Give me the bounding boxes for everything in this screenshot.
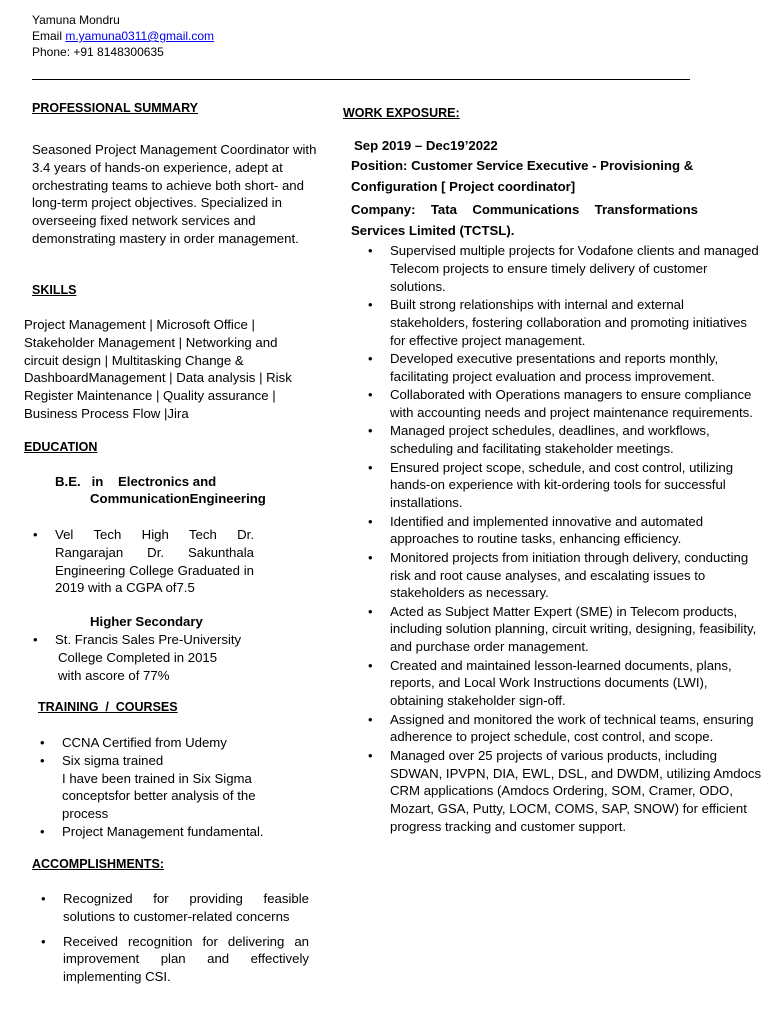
- list-item: • Six sigma trained: [62, 752, 287, 770]
- degree-list: [55, 526, 254, 597]
- list-item: • Collaborated with Operations managers to ensure compliance with accounting needs and project maintenance requirements.: [390, 386, 762, 422]
- training-title: TRAINING / COURSES: [38, 700, 178, 714]
- list-item: • Acted as Subject Matter Expert (SME) in Telecom products, including solution planning, circuit writing, designing, feasibility, and purchase order management.: [390, 603, 762, 656]
- skills-text: Project Management | Microsoft Office | Stakeholder Management | Networking and circuit design | Multitasking Change & DashboardManagement | Data analysis | Risk Register Maintenance | Quality assurance | Business Process Flow |Jira: [24, 317, 292, 421]
- list-item: • Developed executive presentations and reports monthly, facilitating project evaluation and process improvement.: [390, 350, 762, 386]
- list-item: • CCNA Certified from Udemy: [62, 734, 287, 752]
- work-position: Position: Customer Service Executive - Provisioning & Configuration [ Project coordinator]: [351, 158, 694, 194]
- summary-title: PROFESSIONAL SUMMARY: [32, 101, 198, 115]
- work-title: WORK EXPOSURE:: [343, 106, 460, 120]
- email-link[interactable]: m.yamuna0311@gmail.com: [65, 29, 215, 43]
- list-item: • Built strong relationships with internal and external stakeholders, fostering collaboration and promoting initiatives for effective project management.: [390, 296, 762, 349]
- secondary-line-2: College Completed in 2015: [58, 649, 218, 665]
- contact-header: [32, 12, 214, 60]
- email-line: [32, 28, 214, 44]
- list-item: • Assigned and monitored the work of technical teams, ensuring adherence to project schedule, cost control, and scope.: [390, 711, 762, 747]
- summary-text: Seasoned Project Management Coordinator with 3.4 years of hands-on experience, adept at orchestrating teams to achieve both short- and long-term project objectives. Specialized in overseeing fixed network services and demonstrating mastery in order management.: [32, 142, 317, 246]
- training-list: [62, 734, 287, 841]
- email-label: Email: [32, 29, 66, 43]
- work-company: Company: Tata Communications Transformations Services Limited (TCTSL).: [351, 202, 698, 238]
- secondary-line-1: • St. Francis Sales Pre-University: [55, 632, 242, 647]
- list-item: • Managed over 25 projects of various products, including SDWAN, IPVPN, DIA, EWL, DSL, and DWDM, utilizing Amdocs CRM applications (Amdocs Ordering, SOM, Cramer, ODO, Mozart, GSA, Putty, LOCM, COMS, SAP, SNOW) for efficient progress tracking and customer support.: [390, 747, 762, 836]
- education-title: EDUCATION: [24, 440, 98, 454]
- secondary-line-3: with ascore of 77%: [58, 667, 170, 683]
- list-item: • Recognized for providing feasible solutions to customer-related concerns: [63, 890, 309, 926]
- list-item: • Ensured project scope, schedule, and cost control, utilizing hands-on experience with kit-ordering tools for successful installations.: [390, 459, 762, 512]
- list-item: • Identified and implemented innovative and automated approaches to routine tasks, enhancing efficiency.: [390, 513, 762, 549]
- secondary-title: Higher Secondary: [90, 614, 203, 629]
- candidate-name: Yamuna Mondru: [32, 13, 120, 27]
- degree-line-1: B.E. in Electronics and: [55, 474, 217, 489]
- list-item: • Vel Tech High Tech Dr. Rangarajan Dr. Sakunthala Engineering College Graduated in 2019 with a CGPA of7.5: [55, 526, 254, 597]
- list-item: • Received recognition for delivering an improvement plan and effectively implementing CSI.: [63, 933, 309, 986]
- accomplishments-title: ACCOMPLISHMENTS:: [32, 857, 164, 871]
- degree-line-2: CommunicationEngineering: [90, 491, 266, 506]
- list-item-text: I have been trained in Six Sigma conceptsfor better analysis of the process: [62, 770, 256, 822]
- accomplishments-list: [63, 890, 309, 986]
- phone-line: Phone: +91 8148300635: [32, 45, 164, 59]
- work-bullets: [390, 242, 762, 836]
- header-divider: [32, 79, 690, 80]
- list-item: • Monitored projects from initiation through delivery, conducting risk and root cause analyses, and escalating issues to stakeholders as necessary.: [390, 549, 762, 602]
- list-item: • Project Management fundamental.: [62, 823, 287, 841]
- secondary-list: [55, 631, 285, 684]
- list-item: • Created and maintained lesson-learned documents, plans, reports, and Local Work Instructions documents (LWI), obtaining stakeholder sign-off.: [390, 657, 762, 710]
- work-dates: Sep 2019 – Dec19’2022: [354, 138, 498, 153]
- list-item: [55, 631, 285, 684]
- list-item-continued: [62, 770, 287, 823]
- list-item: • Managed project schedules, deadlines, and workflows, scheduling and facilitating stakeholder meetings.: [390, 422, 762, 458]
- skills-title: SKILLS: [32, 283, 77, 297]
- list-item: • Supervised multiple projects for Vodafone clients and managed Telecom projects to ensure timely delivery of customer solutions.: [390, 242, 762, 295]
